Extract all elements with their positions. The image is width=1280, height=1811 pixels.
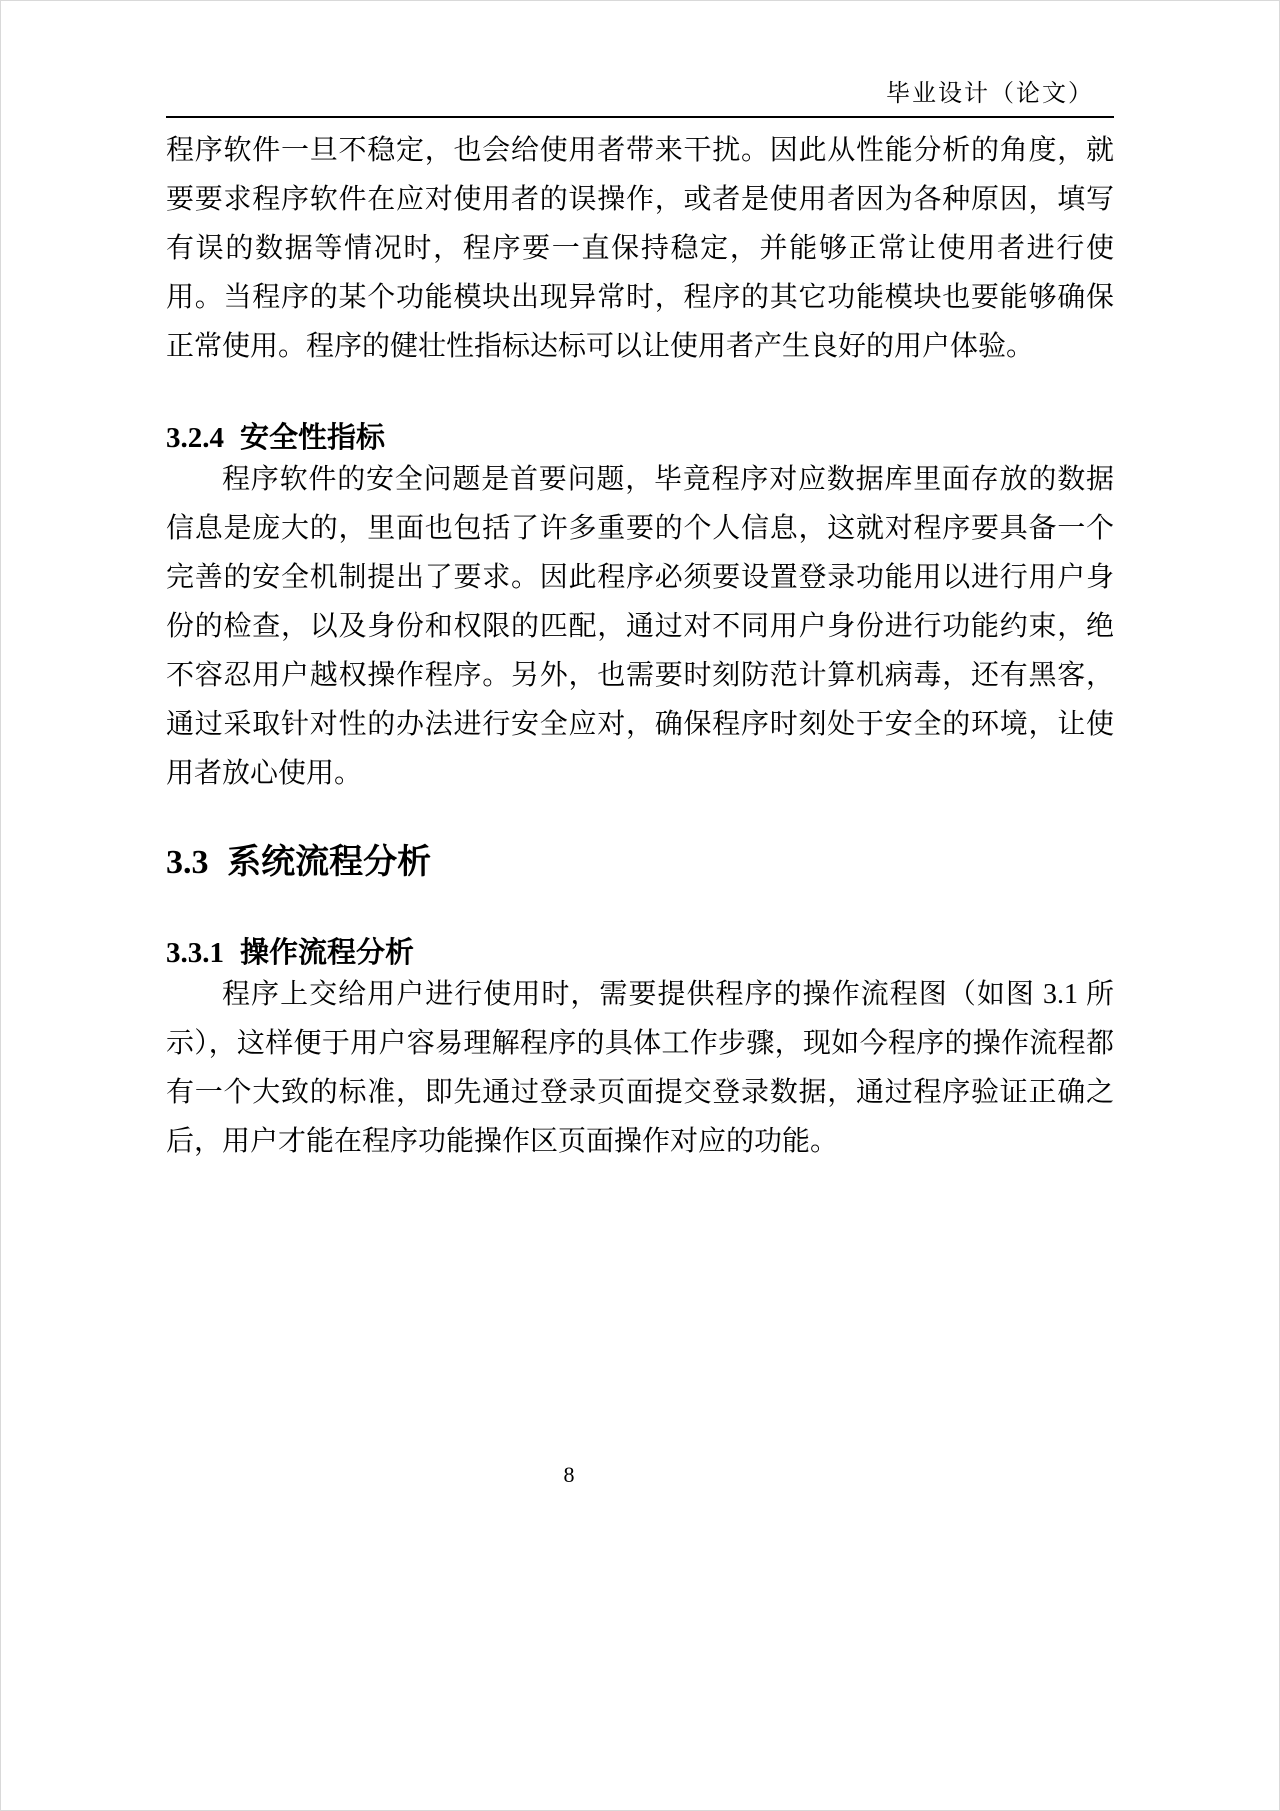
section-heading-331: [166, 936, 1114, 970]
section-number-33: 3.3: [166, 844, 209, 881]
section-title-33: 系统流程分析: [227, 843, 432, 881]
page-header-title: 毕业设计（论文）: [886, 81, 1094, 107]
section-title-324: 安全性指标: [239, 422, 385, 454]
paragraph-operation-flow: 程序上交给用户进行使用时，需要提供程序的操作流程图（如图 3.1 所示），这样便于用户容易理解程序的具体工作步骤，现如今程序的操作流程都有一个大致的标准，即先通过登录页面提交登录数据，通过程序验证正确之后，用户才能在程序功能操作区页面操作对应的功能。: [166, 979, 1114, 1157]
header-divider: [166, 116, 1114, 118]
section-heading-324: [166, 421, 1114, 455]
section-title-331: 操作流程分析: [239, 937, 414, 969]
page-header: [166, 1, 1114, 118]
paragraph-security: 程序软件的安全问题是首要问题，毕竟程序对应数据库里面存放的数据信息是庞大的，里面也包括了许多重要的个人信息，这就对程序要具备一个完善的安全机制提出了要求。因此程序必须要设置登录功能用以进行用户身份的检查，以及身份和权限的匹配，通过对不同用户身份进行功能约束，绝不容忍用户越权操作程序。另外，也需要时刻防范计算机病毒，还有黑客，通过采取针对性的办法进行安全应对，确保程序时刻处于安全的环境，让使用者放心使用。: [166, 464, 1114, 789]
section-heading-33: [166, 842, 1114, 883]
page-number: 8: [563, 1462, 575, 1487]
section-number-331: 3.3.1: [166, 937, 224, 969]
section-number-324: 3.2.4: [166, 422, 224, 454]
paragraph-robustness: 程序软件一旦不稳定，也会给使用者带来干扰。因此从性能分析的角度，就要要求程序软件在应对使用者的误操作，或者是使用者因为各种原因，填写有误的数据等情况时，程序要一直保持稳定，并能够正常让使用者进行使用。当程序的某个功能模块出现异常时，程序的其它功能模块也要能够确保正常使用。程序的健壮性指标达标可以让使用者产生良好的用户体验。: [166, 135, 1114, 362]
